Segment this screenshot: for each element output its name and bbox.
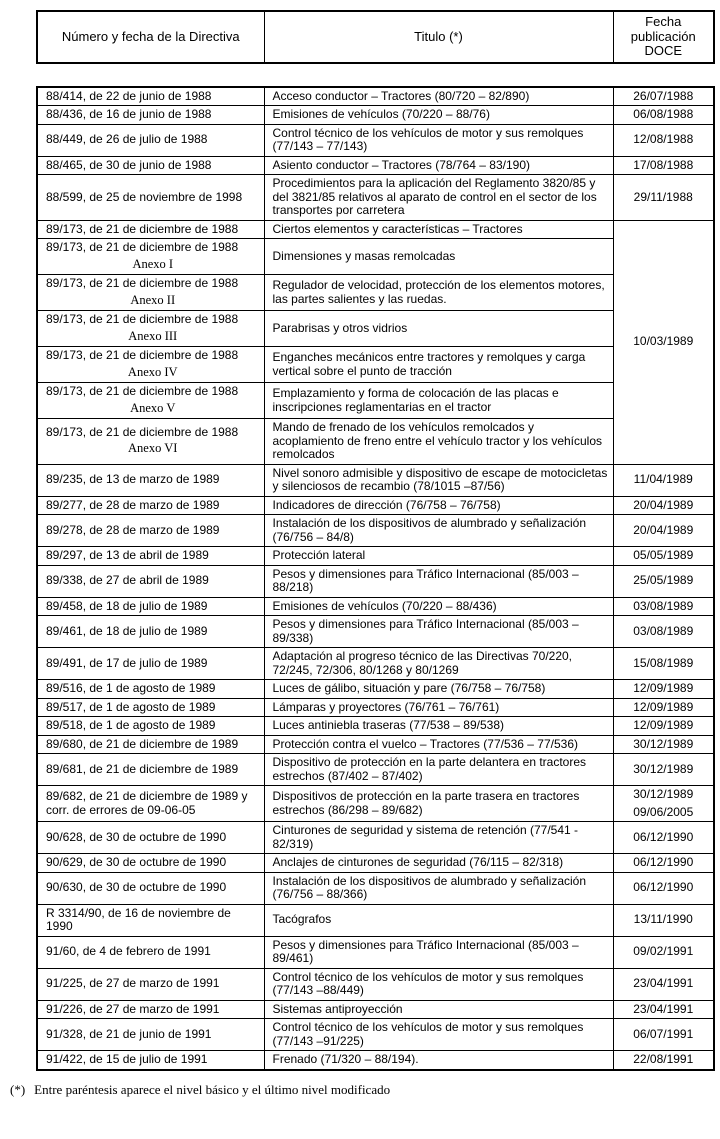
- title-cell: Dispositivo de protección en la parte delantera en tractores estrechos (87/402 – 87/402): [264, 754, 613, 786]
- publication-date-cell: [613, 1000, 714, 1019]
- table-row: [37, 275, 714, 311]
- directive-number-and-date: 89/277, de 28 de marzo de 1989: [46, 497, 220, 512]
- directive-number-and-date: 89/338, de 27 de abril de 1989: [46, 573, 209, 588]
- table-row: [37, 735, 714, 754]
- publication-date-cell: [613, 464, 714, 496]
- directive-cell: [37, 680, 264, 699]
- directive-number-and-date: 89/518, de 1 de agosto de 1989: [46, 718, 216, 732]
- directive-cell: [37, 464, 264, 496]
- directive-cell: [37, 515, 264, 547]
- directive-cell: [37, 754, 264, 786]
- directive-cell: [37, 735, 264, 754]
- table-row: [37, 175, 714, 221]
- directive-number-and-date: 91/328, de 21 de junio de 1991: [46, 1026, 212, 1041]
- footnote: [10, 1082, 720, 1097]
- publication-date-cell: [613, 547, 714, 566]
- directive-cell: [37, 419, 264, 465]
- publication-date: 06/12/1990: [633, 880, 694, 895]
- header-row: [37, 11, 714, 63]
- table-row: [37, 565, 714, 597]
- publication-date: 11/04/1989: [633, 472, 693, 487]
- table-row: [37, 347, 714, 383]
- directive-number-and-date: 91/225, de 27 de marzo de 1991: [46, 976, 220, 991]
- anexo-label: Anexo III: [128, 328, 178, 343]
- directive-cell: [37, 936, 264, 968]
- publication-date-cell: [613, 616, 714, 648]
- directive-number-and-date: 89/173, de 21 de diciembre de 1988: [46, 312, 239, 326]
- publication-date-cell: [613, 648, 714, 680]
- directive-number-and-date: 89/173, de 21 de diciembre de 1988: [46, 276, 239, 290]
- title-cell: Tacógrafos: [264, 904, 613, 936]
- table-row: [37, 496, 714, 515]
- directive-number-and-date: 91/226, de 27 de marzo de 1991: [46, 1001, 220, 1016]
- publication-date-cell: [613, 175, 714, 221]
- publication-date: 20/04/1989: [633, 497, 694, 512]
- directive-number-and-date: 89/680, de 21 de diciembre de 1989: [46, 736, 239, 751]
- title-cell: Frenado (71/320 – 88/194).: [264, 1051, 613, 1070]
- anexo-label: Anexo VI: [128, 441, 178, 456]
- table-row: [37, 597, 714, 616]
- publication-date: 25/05/1989: [633, 573, 694, 588]
- title-cell: Ciertos elementos y características – Tractores: [264, 220, 613, 239]
- table-row: [37, 854, 714, 873]
- directive-cell: [37, 383, 264, 419]
- directive-cell: [37, 311, 264, 347]
- directive-cell: [37, 822, 264, 854]
- directive-cell: [37, 786, 264, 822]
- directive-cell: [37, 496, 264, 515]
- publication-date: 03/08/1989: [633, 598, 694, 613]
- title-cell: Emisiones de vehículos (70/220 – 88/436): [264, 597, 613, 616]
- title-cell: Lámparas y proyectores (76/761 – 76/761): [264, 698, 613, 717]
- directive-number-and-date: 88/465, de 30 de junio de 1988: [46, 157, 212, 172]
- publication-date-cell: [613, 106, 714, 125]
- title-cell: Emplazamiento y forma de colocación de las placas e inscripciones reglamentarias en el tractor: [264, 383, 613, 419]
- directive-number-and-date: 90/628, de 30 de octubre de 1990: [46, 829, 227, 844]
- anexo-label: Anexo IV: [127, 364, 178, 379]
- title-cell: Nivel sonoro admisible y dispositivo de escape de motocicletas y silenciosos de recambio (78/1015 –87/56): [264, 464, 613, 496]
- title-cell: Enganches mecánicos entre tractores y remolques y carga vertical sobre el punto de tracción: [264, 347, 613, 383]
- publication-date: 30/12/1989: [633, 761, 694, 776]
- publication-date: 10/03/1989: [633, 334, 694, 349]
- table-row: [37, 717, 714, 736]
- publication-date: 12/09/1989: [633, 718, 694, 732]
- table-row: [37, 220, 714, 239]
- footnote-text: Entre paréntesis aparece el nivel básico y el último nivel modificado: [34, 1081, 391, 1097]
- title-cell: Control técnico de los vehículos de motor y sus remolques (77/143 –88/449): [264, 968, 613, 1000]
- directive-number-and-date: 89/517, de 1 de agosto de 1989: [46, 699, 216, 714]
- directive-number-and-date: 89/681, de 21 de diciembre de 1989: [46, 761, 239, 776]
- directive-cell: [37, 124, 264, 156]
- title-cell: Instalación de los dispositivos de alumbrado y señalización (76/756 – 88/366): [264, 872, 613, 904]
- publication-date: 05/05/1989: [633, 548, 694, 562]
- table-row: [37, 1000, 714, 1019]
- directive-cell: [37, 565, 264, 597]
- publication-date-cell: [613, 872, 714, 904]
- table-row: [37, 311, 714, 347]
- directive-cell: [37, 1051, 264, 1070]
- title-cell: Emisiones de vehículos (70/220 – 88/76): [264, 106, 613, 125]
- publication-date: 20/04/1989: [633, 522, 694, 537]
- table-gap: [0, 64, 720, 86]
- publication-date-cell: [613, 698, 714, 717]
- publication-date: 17/08/1988: [633, 157, 694, 172]
- directive-cell: [37, 698, 264, 717]
- publication-date: 29/11/1988: [633, 189, 693, 204]
- table-row: [37, 680, 714, 699]
- directive-number-and-date: 89/491, de 17 de julio de 1989: [46, 655, 208, 670]
- title-cell: Luces antiniebla traseras (77/538 – 89/538): [264, 717, 613, 736]
- directive-number-and-date: 89/278, de 28 de marzo de 1989: [46, 522, 220, 537]
- publication-date-cell: [613, 87, 714, 106]
- directive-cell: [37, 854, 264, 873]
- publication-date: 22/08/1991: [633, 1052, 694, 1066]
- table-row: [37, 872, 714, 904]
- publication-date: 03/08/1989: [633, 623, 694, 638]
- publication-date-cell: [613, 735, 714, 754]
- directive-number-and-date: 90/630, de 30 de octubre de 1990: [46, 880, 227, 895]
- table-row: [37, 698, 714, 717]
- directive-number-and-date: 89/173, de 21 de diciembre de 1988: [46, 384, 239, 398]
- publication-date: 06/12/1990: [633, 855, 694, 869]
- title-cell: Parabrisas y otros vidrios: [264, 311, 613, 347]
- table-row: [37, 1019, 714, 1051]
- directive-number-and-date: 89/173, de 21 de diciembre de 1988: [46, 221, 239, 236]
- directive-cell: [37, 239, 264, 275]
- directive-cell: [37, 648, 264, 680]
- anexo-label: Anexo I: [132, 256, 174, 271]
- table-row: [37, 87, 714, 106]
- title-cell: Pesos y dimensiones para Tráfico Internacional (85/003 – 89/338): [264, 616, 613, 648]
- directive-number-and-date: 89/458, de 18 de julio de 1989: [46, 598, 208, 613]
- directive-number-and-date: 89/173, de 21 de diciembre de 1988: [46, 240, 239, 254]
- publication-date-cell: [613, 1051, 714, 1070]
- table-row: [37, 156, 714, 175]
- publication-date-cell: [613, 717, 714, 736]
- column-header-title: Titulo (*): [264, 11, 613, 63]
- directive-number-and-date: 91/422, de 15 de julio de 1991: [46, 1052, 208, 1066]
- directive-cell: [37, 220, 264, 239]
- table-row: [37, 1051, 714, 1070]
- publication-date: 12/09/1989: [633, 681, 694, 695]
- title-cell: Dispositivos de protección en la parte trasera en tractores estrechos (86/298 – 89/682): [264, 786, 613, 822]
- title-cell: Sistemas antiproyección: [264, 1000, 613, 1019]
- publication-date-cell: [613, 968, 714, 1000]
- publication-date-cell: [613, 220, 714, 464]
- directive-cell: [37, 275, 264, 311]
- directive-cell: [37, 597, 264, 616]
- column-header-directive: Número y fecha de la Directiva: [37, 11, 264, 63]
- title-cell: Anclajes de cinturones de seguridad (76/115 – 82/318): [264, 854, 613, 873]
- table-row: [37, 936, 714, 968]
- header-table: [36, 10, 715, 64]
- directive-cell: [37, 616, 264, 648]
- publication-date-cell: [613, 904, 714, 936]
- title-cell: Indicadores de dirección (76/758 – 76/758): [264, 496, 613, 515]
- directive-cell: [37, 175, 264, 221]
- publication-date: 23/04/1991: [633, 1001, 694, 1016]
- publication-date-cell: [613, 786, 714, 822]
- title-cell: Regulador de velocidad, protección de los elementos motores, las partes salientes y las ruedas.: [264, 275, 613, 311]
- directive-cell: [37, 347, 264, 383]
- footnote-marker: (*): [10, 1081, 26, 1097]
- directive-number-and-date: 89/461, de 18 de julio de 1989: [46, 623, 208, 638]
- publication-date: 15/08/1989: [633, 655, 694, 670]
- directive-number-and-date: 89/235, de 13 de marzo de 1989: [46, 472, 220, 487]
- title-cell: Protección contra el vuelco – Tractores (77/536 – 77/536): [264, 735, 613, 754]
- title-cell: Instalación de los dispositivos de alumbrado y señalización (76/756 – 84/8): [264, 515, 613, 547]
- directive-cell: [37, 547, 264, 566]
- table-row: [37, 515, 714, 547]
- publication-date-cell: [613, 124, 714, 156]
- title-cell: Control técnico de los vehículos de motor y sus remolques (77/143 –91/225): [264, 1019, 613, 1051]
- directive-number-and-date: 89/297, de 13 de abril de 1989: [46, 548, 209, 562]
- table-row: [37, 754, 714, 786]
- table-row: [37, 822, 714, 854]
- publication-date-cell: [613, 496, 714, 515]
- title-cell: Pesos y dimensiones para Tráfico Internacional (85/003 – 88/218): [264, 565, 613, 597]
- publication-date: 13/11/1990: [633, 912, 693, 927]
- publication-date: 26/07/1988: [633, 88, 694, 103]
- publication-date: 30/12/1989: [633, 736, 694, 751]
- directive-cell: [37, 87, 264, 106]
- directive-number-and-date: 88/414, de 22 de junio de 1988: [46, 88, 212, 103]
- title-cell: Asiento conductor – Tractores (78/764 – 83/190): [264, 156, 613, 175]
- directive-number-and-date: 89/173, de 21 de diciembre de 1988: [46, 424, 239, 439]
- title-cell: Adaptación al progreso técnico de las Directivas 70/220, 72/245, 72/306, 80/1268 y 80/1269: [264, 648, 613, 680]
- directive-cell: [37, 872, 264, 904]
- table-row: [37, 464, 714, 496]
- directive-number-and-date: 89/173, de 21 de diciembre de 1988: [46, 348, 239, 362]
- publication-date-cell: [613, 822, 714, 854]
- title-cell: Luces de gálibo, situación y pare (76/758 – 76/758): [264, 680, 613, 699]
- directive-cell: [37, 106, 264, 125]
- directives-table: [36, 86, 715, 1071]
- publication-date: 06/07/1991: [633, 1026, 694, 1041]
- anexo-label: Anexo II: [130, 292, 176, 307]
- publication-date-cell: [613, 754, 714, 786]
- table-row: [37, 124, 714, 156]
- publication-date: 30/12/1989: [633, 787, 694, 801]
- title-cell: Pesos y dimensiones para Tráfico Internacional (85/003 – 89/461): [264, 936, 613, 968]
- title-cell: Procedimientos para la aplicación del Reglamento 3820/85 y del 3821/85 relativos al aparato de control en el sector de los transportes por carretera: [264, 175, 613, 221]
- directive-cell: [37, 717, 264, 736]
- table-row: [37, 106, 714, 125]
- publication-date: 06/08/1988: [633, 107, 694, 121]
- publication-date-cell: [613, 515, 714, 547]
- directive-cell: [37, 904, 264, 936]
- table-row: [37, 383, 714, 419]
- table-row: [37, 419, 714, 465]
- table-row: [37, 968, 714, 1000]
- table-row: [37, 786, 714, 822]
- publication-date-cell: [613, 854, 714, 873]
- directive-cell: [37, 156, 264, 175]
- directive-number-and-date: 91/60, de 4 de febrero de 1991: [46, 944, 211, 959]
- publication-date-cell: [613, 1019, 714, 1051]
- directive-cell: [37, 1019, 264, 1051]
- publication-date-cell: [613, 680, 714, 699]
- directive-cell: [37, 1000, 264, 1019]
- directive-cell: [37, 968, 264, 1000]
- title-cell: Dimensiones y masas remolcadas: [264, 239, 613, 275]
- table-row: [37, 547, 714, 566]
- publication-date-cell: [613, 156, 714, 175]
- publication-date-correction: 09/06/2005: [633, 804, 694, 819]
- table-row: [37, 648, 714, 680]
- directive-number-and-date: 89/682, de 21 de diciembre de 1989 y corr. de errores de 09-06-05: [46, 789, 248, 817]
- table-row: [37, 904, 714, 936]
- column-header-date: Fecha publicación DOCE: [613, 11, 714, 63]
- publication-date: 12/08/1988: [633, 132, 694, 147]
- title-cell: Cinturones de seguridad y sistema de retención (77/541 - 82/319): [264, 822, 613, 854]
- publication-date: 23/04/1991: [633, 976, 694, 991]
- publication-date-cell: [613, 565, 714, 597]
- anexo-label: Anexo V: [130, 400, 176, 415]
- directive-number-and-date: 88/436, de 16 de junio de 1988: [46, 107, 212, 121]
- directive-number-and-date: 90/629, de 30 de octubre de 1990: [46, 855, 227, 869]
- directive-number-and-date: 88/449, de 26 de julio de 1988: [46, 132, 208, 147]
- publication-date-cell: [613, 597, 714, 616]
- title-cell: Control técnico de los vehículos de motor y sus remolques (77/143 – 77/143): [264, 124, 613, 156]
- publication-date-cell: [613, 936, 714, 968]
- title-cell: Protección lateral: [264, 547, 613, 566]
- table-row: [37, 616, 714, 648]
- directive-number-and-date: R 3314/90, de 16 de noviembre de 1990: [46, 905, 231, 933]
- title-cell: Acceso conductor – Tractores (80/720 – 82/890): [264, 87, 613, 106]
- directive-number-and-date: 88/599, de 25 de noviembre de 1998: [46, 189, 243, 204]
- table-row: [37, 239, 714, 275]
- publication-date: 12/09/1989: [633, 699, 694, 714]
- publication-date: 06/12/1990: [633, 829, 694, 844]
- directive-number-and-date: 89/516, de 1 de agosto de 1989: [46, 681, 216, 695]
- publication-date: 09/02/1991: [633, 944, 694, 959]
- directives-tbody: [37, 87, 714, 1070]
- title-cell: Mando de frenado de los vehículos remolcados y acoplamiento de freno entre el vehículo tractor y los vehículos remolcados: [264, 419, 613, 465]
